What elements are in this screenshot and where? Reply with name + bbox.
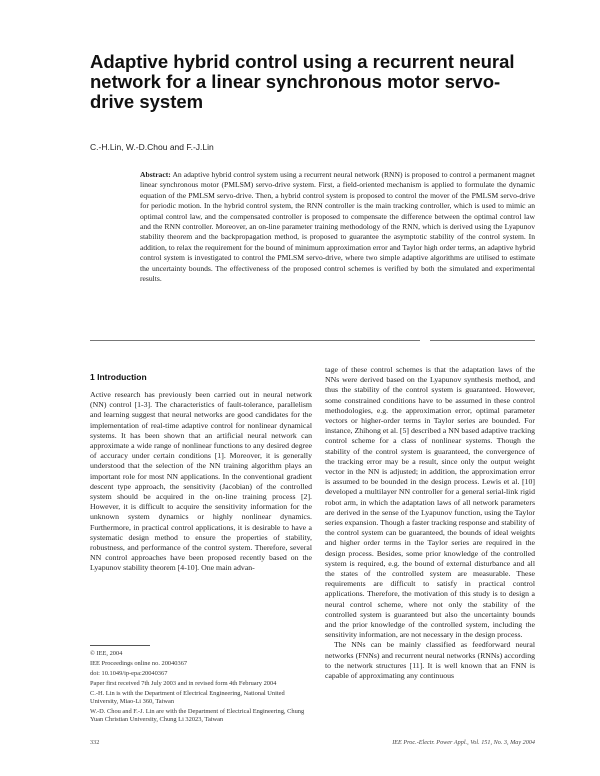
abstract-divider-right xyxy=(430,340,535,341)
left-column xyxy=(90,370,312,574)
intro-paragraph-continued: tage of these control schemes is that the adaptation laws of the NNs were derived based on the Lyapunov synthesis method, and thus the stability of the control system is guaranteed. However, some constrained conditions have to be assumed in these control methodologies, e.g. the approximation error, optimal parameter vectors or higher-order terms in Taylor series are bounded. For instance, Zhihong et al. [5] described a NN based adaptive tracking control scheme for a class of nonlinear systems. Though the stability of the control system is guaranteed, the convergence of the tracking error may be a result, since only the output weight vector in the NN is adjusted; in addition, the approximation error is assumed to be bounded in the design process. Lewis et al. [10] developed a multilayer NN controller for a general serial-link rigid robot arm, in which the adaptation laws of all network parameters are derived in the sense of the Lyapunov function, using the Taylor series expansion. Though a faster tracking response and stability of the control system can be guaranteed, the bounds of ideal weights and higher order terms in the Taylor series are required in the design process. Besides, some prior knowledge of the controlled system is required, e.g. the bound of external disturbance and all the states of the controlled system are measurable. These requirements are difficult to satisfy in practical control applications. Therefore, the motivation of this study is to design a neural control scheme, where not only the stability of the controlled system is guaranteed but also the uncertainty bounds and the prior knowledge of the controlled system, including the sensitivity information, are not necessary in the design process. xyxy=(325,365,536,640)
page-number: 332 xyxy=(90,739,100,746)
paper-title: Adaptive hybrid control using a recurrent neural network for a linear synchronous motor servo-drive system xyxy=(90,51,515,112)
footnotes xyxy=(90,650,312,726)
footnote-affiliation-1: C.-H. Lin is with the Department of Electrical Engineering, National United University, Miao-Li 360, Taiwan xyxy=(90,689,285,706)
footnote-online-no: IEE Proceedings online no. 20040367 xyxy=(90,659,188,667)
abstract-text: An adaptive hybrid control system using a recurrent neural network (RNN) is proposed to control a permanent magnet linear synchronous motor (PMLSM) servo-drive system. First, a field-oriented mechanism is applied to formulate the dynamic equation of the PMLSM servo-drive. Then, a hybrid control system is proposed to control the mover of the PMLSM servo-drive for periodic motion. In the hybrid control system, the RNN controller is the main tracking controller, which is used to mimic an optimal control law, and the compensated controller is proposed to compensate the difference between the optimal control law and the RNN controller. Moreover, an on-line parameter training methodology of the RNN, which is derived using the Lyapunov stability theorem and the backpropagation method, is proposed to guarantee the asymptotic stability of the control system. In addition, to relax the requirement for the bound of minimum approximation error and Taylor high order terms, an adaptive hybrid control system is investigated to control the PMLSM servo-drive, where two simple adaptive algorithms are utilised to estimate the uncertainty bounds. The effectiveness of the proposed control schemes is verified by both the simulated and experimental results. xyxy=(140,170,535,284)
intro-paragraph-2: The NNs can be mainly classified as feedforward neural networks (FNNs) and recurrent neural networks (RNNs) according to the network structures [11]. It is well known that an FNN is capable of approximating any continuous xyxy=(325,640,535,681)
footnote-divider xyxy=(90,645,150,646)
footnote-received: Paper first received 7th July 2003 and in revised form 4th February 2004 xyxy=(90,679,277,687)
section-heading-introduction: 1 Introduction xyxy=(90,372,147,382)
right-column xyxy=(325,365,535,681)
footnote-affiliation-2: W.-D. Chou and F.-J. Lin are with the Department of Electrical Engineering, Chung Yuan Christian University, Chung Li 32023, Taiwan xyxy=(90,707,305,724)
intro-paragraph-1: Active research has previously been carried out in neural network (NN) control [1-3]. The characteristics of fault-tolerance, parallelism and learning suggest that neural networks are good candidates for the implementation of real-time adaptive control for nonlinear dynamical systems. It has been shown that an artificial neural network can approximate a wide range of nonlinear functions to any desired degree of accuracy under certain conditions [1]. Moreover, it is generally understood that the selection of the NN training algorithm plays an important role for most NN applications. In the conventional gradient descent type approach, the sensitivity (Jacobian) of the controlled system should be acquired in the on-line training process [2]. However, it is difficult to acquire the sensitivity information for the unknown system dynamics or highly nonlinear dynamics. Furthermore, in practical control applications, it is desirable to have a systematic design method to ensure the properties of stability, robustness, and performance of the control system. Therefore, several NN control approaches have been proposed recently based on the Lyapunov stability theorem [4-10]. One main advan- xyxy=(90,390,312,573)
journal-citation: IEE Proc.-Electr. Power Appl., Vol. 151, No. 3, May 2004 xyxy=(392,739,535,746)
footnote-doi: doi: 10.1049/ip-epa:20040367 xyxy=(90,669,168,677)
footnote-copyright: © IEE, 2004 xyxy=(90,650,123,657)
abstract xyxy=(140,170,535,284)
author-list: C.-H.Lin, W.-D.Chou and F.-J.Lin xyxy=(90,142,214,152)
abstract-divider-left xyxy=(90,340,420,341)
abstract-label: Abstract: xyxy=(140,170,171,179)
